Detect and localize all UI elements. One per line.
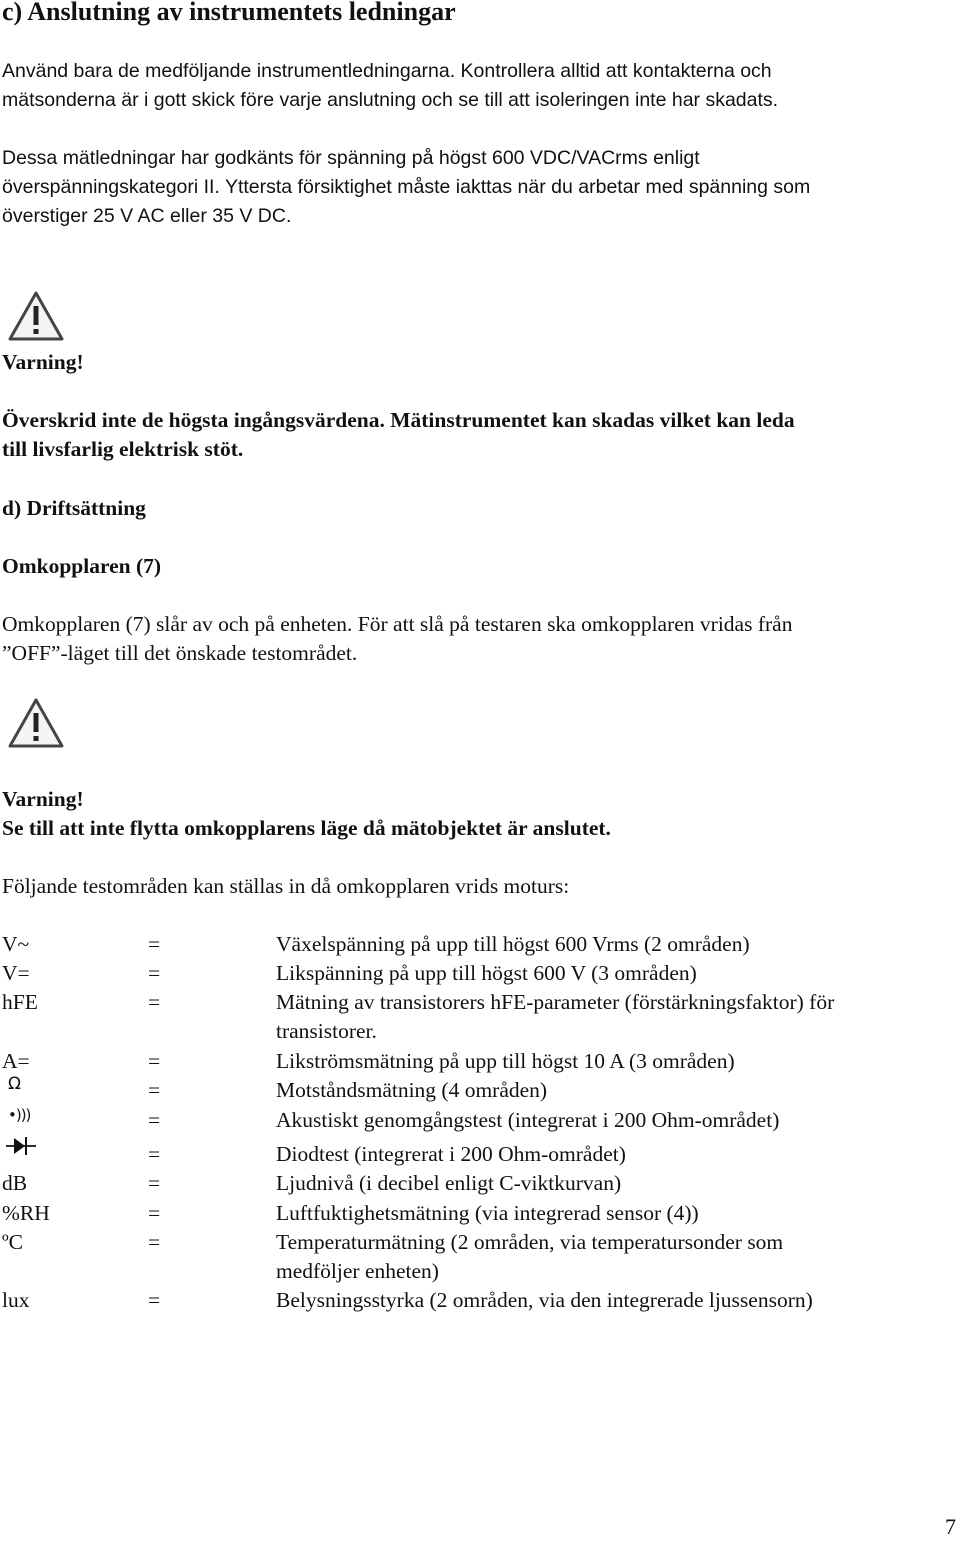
warning-triangle-icon bbox=[8, 290, 64, 342]
warning-1-title: Varning! bbox=[2, 350, 84, 374]
range-symbol: ºC bbox=[2, 1230, 24, 1254]
range-description: Växelspänning på upp till högst 600 Vrms (2 områden) bbox=[276, 932, 750, 956]
range-symbol: A= bbox=[2, 1049, 30, 1073]
section-d-heading: d) Driftsättning bbox=[2, 496, 146, 520]
text-line: mätsonderna är i gott skick före varje anslutning och se till att isoleringen inte har skadats. bbox=[2, 89, 779, 111]
range-description: Motståndsmätning (4 områden) bbox=[276, 1078, 548, 1102]
equals-sign: = bbox=[148, 1171, 161, 1195]
equals-sign: = bbox=[148, 961, 161, 985]
range-description: Akustiskt genomgångstest (integrerat i 200 Ohm-området) bbox=[276, 1108, 780, 1132]
range-description: Ljudnivå (i decibel enligt C-viktkurvan) bbox=[276, 1171, 622, 1195]
range-description: Luftfuktighetsmätning (via integrerad sensor (4)) bbox=[276, 1201, 699, 1225]
ohm-icon: Ω bbox=[8, 1074, 21, 1094]
equals-sign: = bbox=[148, 1049, 161, 1073]
section-c-heading: c) Anslutning av instrumentets ledningar bbox=[2, 0, 456, 26]
range-description bbox=[276, 988, 946, 1046]
range-description: Likströmsmätning på upp till högst 10 A (3 områden) bbox=[276, 1049, 735, 1073]
equals-sign: = bbox=[148, 990, 161, 1014]
text-line: Dessa mätledningar har godkänts för spänning på högst 600 VDC/VACrms enligt bbox=[2, 147, 700, 169]
range-symbol: hFE bbox=[2, 990, 38, 1014]
text-line: överstiger 25 V AC eller 35 V DC. bbox=[2, 205, 292, 227]
text-line: Använd bara de medföljande instrumentledningarna. Kontrollera alltid att kontakterna och bbox=[2, 60, 772, 82]
section-d-paragraph bbox=[2, 610, 952, 668]
range-symbol: %RH bbox=[2, 1201, 50, 1225]
section-d-subheading: Omkopplaren (7) bbox=[2, 554, 162, 578]
warning-2-text: Se till att inte flytta omkopplarens läge då mätobjektet är anslutet. bbox=[2, 816, 611, 840]
equals-sign: = bbox=[148, 1288, 161, 1312]
range-symbol: V~ bbox=[2, 932, 30, 956]
warning-triangle-icon bbox=[8, 697, 64, 749]
text-line: ”OFF”-läget till det önskade testområdet. bbox=[2, 641, 358, 665]
warning-1-text bbox=[2, 406, 952, 464]
equals-sign: = bbox=[148, 1108, 161, 1132]
equals-sign: = bbox=[148, 1201, 161, 1225]
range-description bbox=[276, 1228, 946, 1286]
text-line: Överskrid inte de högsta ingångsvärdena. Mätinstrumentet kan skadas vilket kan leda bbox=[2, 408, 795, 432]
continuity-beep-icon: •))) bbox=[8, 1106, 31, 1124]
section-c-paragraph-1 bbox=[2, 57, 778, 115]
text-line: överspänningskategori II. Yttersta försiktighet måste iakttas när du arbetar med spänning som bbox=[2, 176, 811, 198]
warning-2-title: Varning! bbox=[2, 787, 84, 811]
range-description: Diodtest (integrerat i 200 Ohm-området) bbox=[276, 1142, 626, 1166]
equals-sign: = bbox=[148, 932, 161, 956]
section-c-paragraph-2 bbox=[2, 144, 810, 231]
page-number: 7 bbox=[945, 1514, 956, 1539]
ranges-intro: Följande testområden kan ställas in då omkopplaren vrids moturs: bbox=[2, 874, 570, 898]
text-line: till livsfarlig elektrisk stöt. bbox=[2, 437, 244, 461]
range-description: Likspänning på upp till högst 600 V (3 områden) bbox=[276, 961, 697, 985]
equals-sign: = bbox=[148, 1230, 161, 1254]
range-description: Belysningsstyrka (2 områden, via den integrerade ljussensorn) bbox=[276, 1288, 813, 1312]
text-line: transistorer. bbox=[276, 1019, 377, 1043]
range-symbol: V= bbox=[2, 961, 30, 985]
equals-sign: = bbox=[148, 1078, 161, 1102]
text-line: medföljer enheten) bbox=[276, 1259, 439, 1283]
range-symbol: lux bbox=[2, 1288, 30, 1312]
text-line: Mätning av transistorers hFE-parameter (förstärkningsfaktor) för bbox=[276, 990, 835, 1014]
diode-icon bbox=[6, 1135, 36, 1157]
equals-sign: = bbox=[148, 1142, 161, 1166]
text-line: Omkopplaren (7) slår av och på enheten. För att slå på testaren ska omkopplaren vridas från bbox=[2, 612, 793, 636]
range-symbol: dB bbox=[2, 1171, 28, 1195]
text-line: Temperaturmätning (2 områden, via temperatursonder som bbox=[276, 1230, 784, 1254]
